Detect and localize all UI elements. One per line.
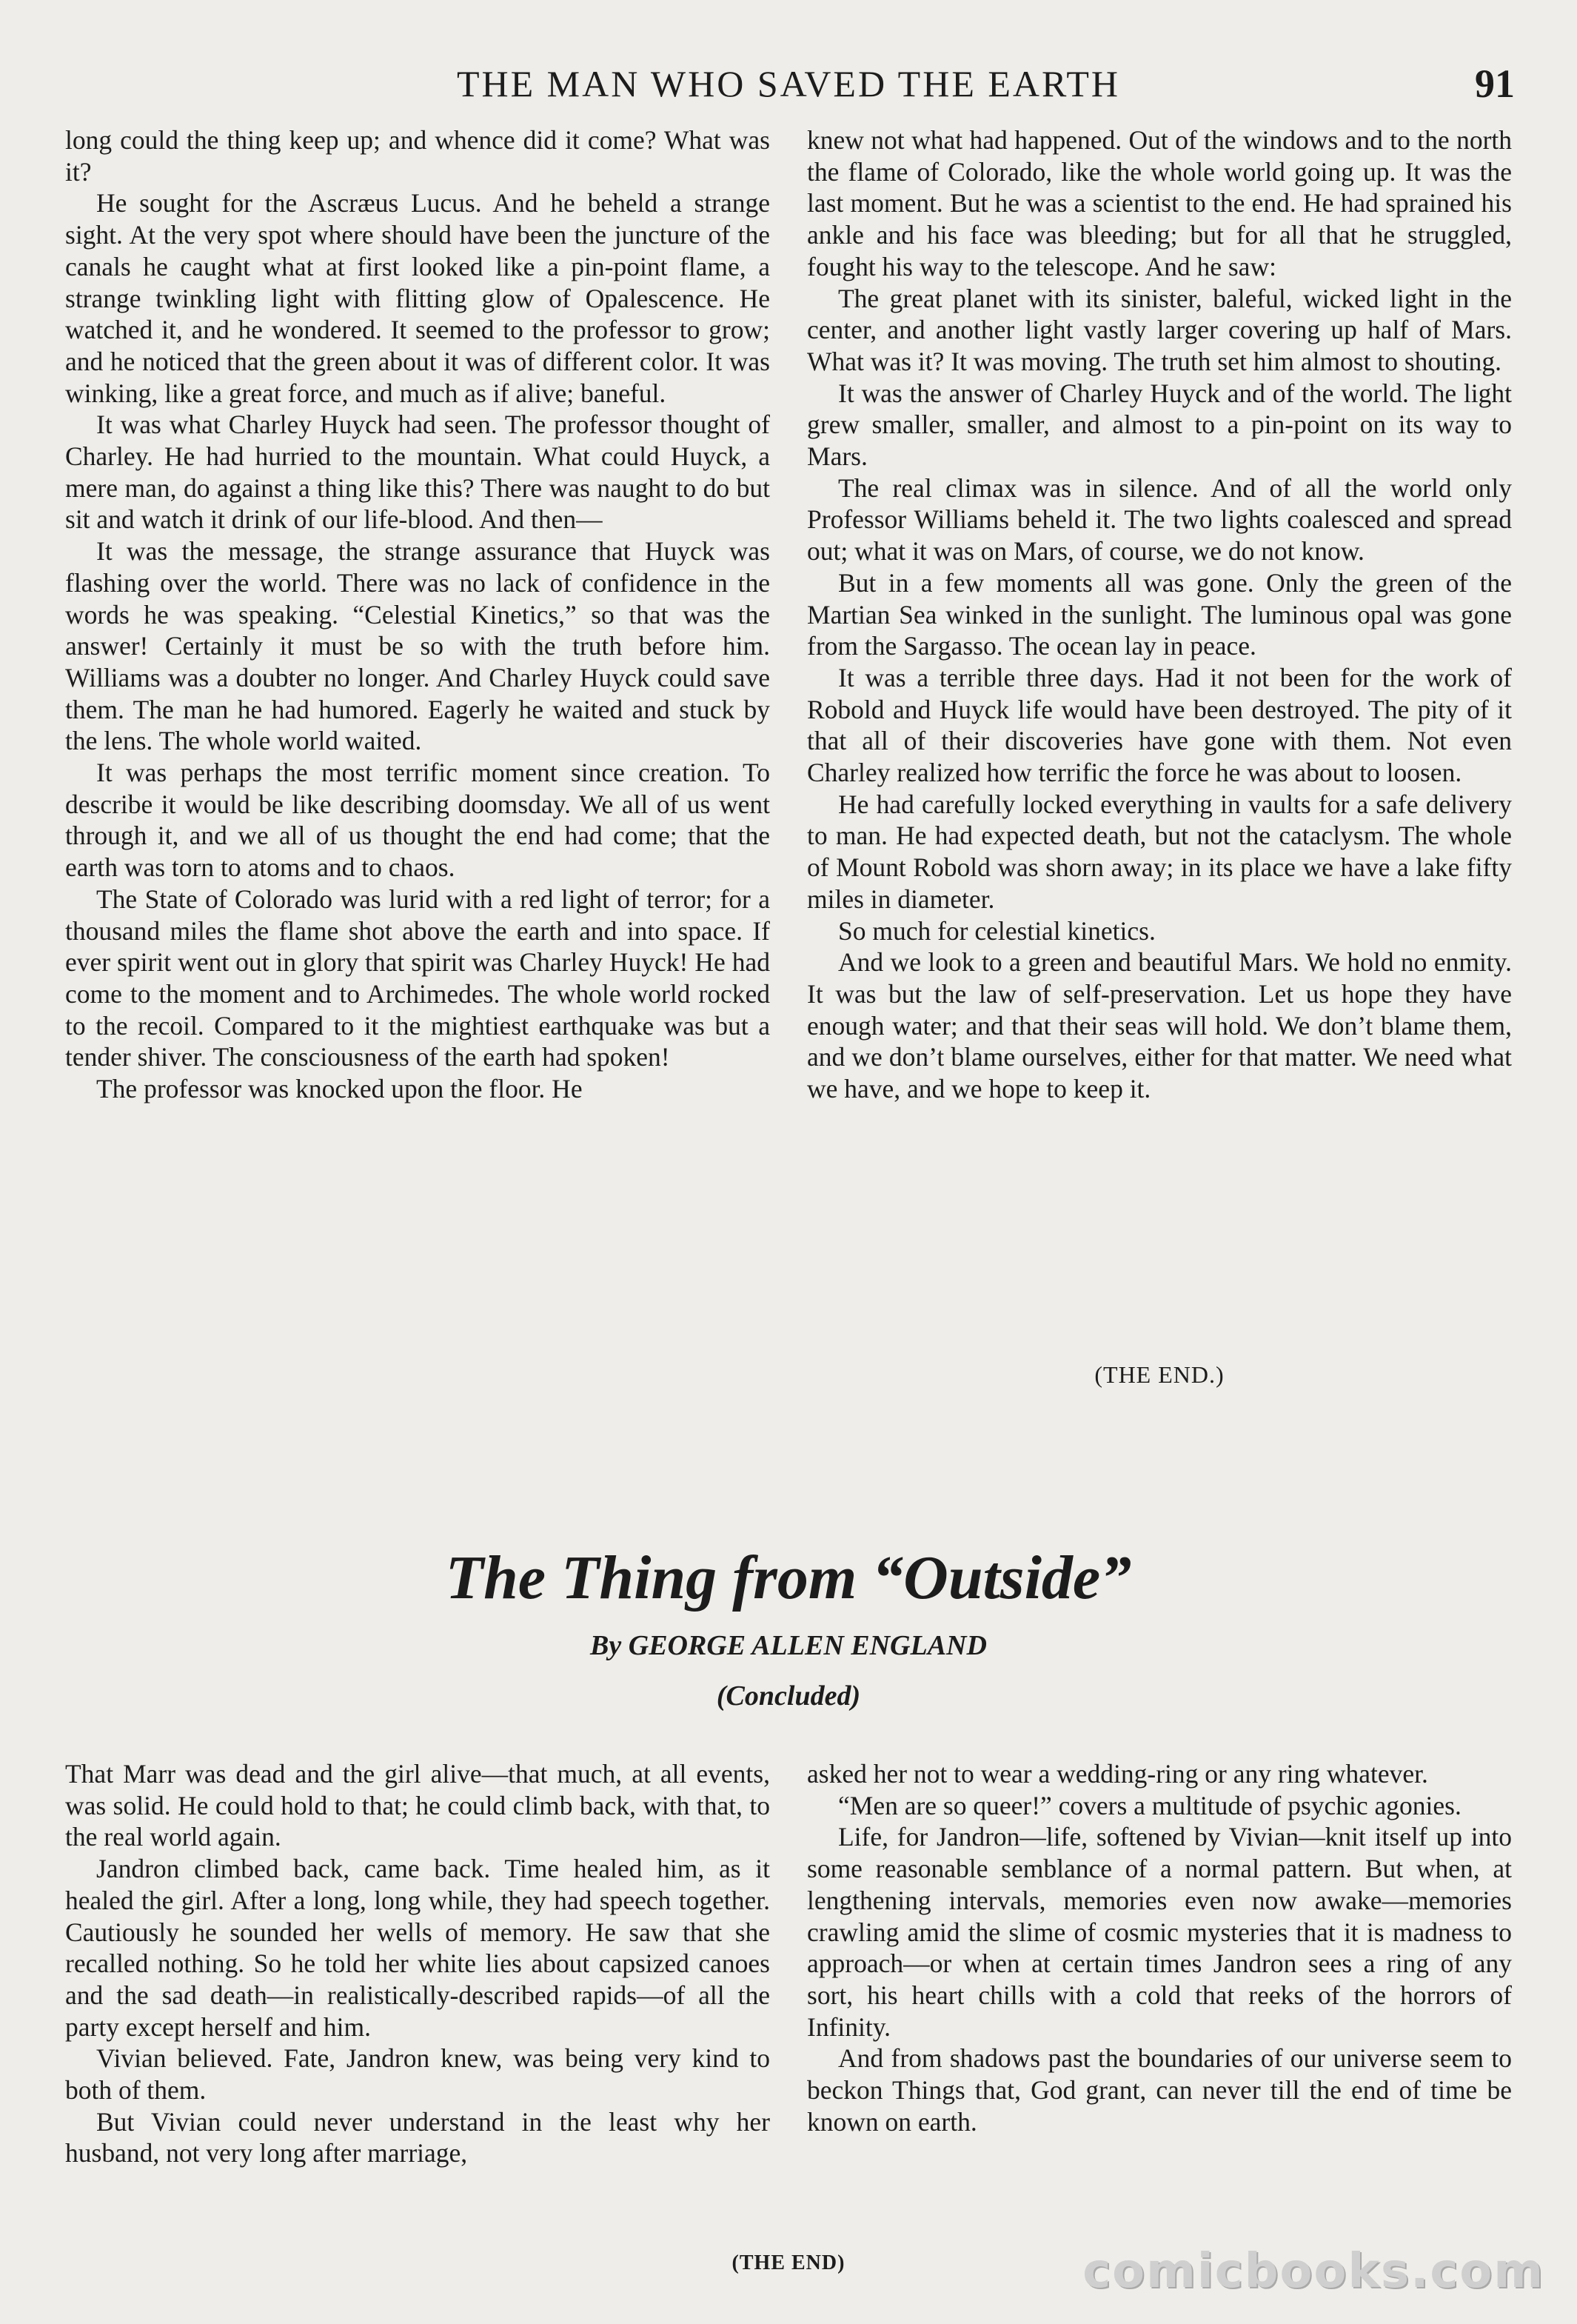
paragraph: The great planet with its sinister, baleful, wicked light in the center, and another light vastly larger covering up half of Mars. What was it? It was moving. The truth set him almost to shouting.: [807, 283, 1512, 376]
story1-column-left: [65, 124, 770, 1105]
site-watermark: comicbooks.com: [1082, 2244, 1544, 2299]
paragraph: That Marr was dead and the girl alive—that much, at all events, was solid. He could hold to that; he could climb back, with that, to the real world again.: [65, 1759, 770, 1852]
paragraph: But Vivian could never understand in the least why her husband, not very long after marriage,: [65, 2106, 770, 2168]
paragraph: asked her not to wear a wedding-ring or any ring whatever.: [807, 1759, 1428, 1789]
paragraph: It was the message, the strange assurance that Huyck was flashing over the world. There was no lack of confidence in the words he was speaking. “Celestial Kinetics,” so that was the answer! Certainly it must be so with the truth before him. Williams was a doubter no longer. And Charley Huyck could save them. The man he had humored. Eagerly he waited and stuck by the lens. The whole world waited.: [65, 536, 770, 756]
paragraph: “Men are so queer!” covers a multitude of psychic agonies.: [838, 1790, 1462, 1820]
page-number: 91: [1475, 61, 1515, 106]
story2-byline: By GEORGE ALLEN ENGLAND: [590, 1630, 987, 1661]
paragraph: And from shadows past the boundaries of our universe seem to beckon Things that, God grant, can never till the end of time be known on earth.: [807, 2043, 1512, 2137]
story1-column-right: [807, 124, 1512, 1105]
running-title: THE MAN WHO SAVED THE EARTH: [456, 63, 1121, 104]
paragraph: Vivian believed. Fate, Jandron knew, was being very kind to both of them.: [65, 2043, 770, 2106]
paragraph: Jandron climbed back, came back. Time healed him, as it healed the girl. After a long, long while, they had speech together. Cautiously he sounded her wells of memory. He saw that she recalled nothing. So he told her white lies about capsized canoes and the sad death—in realistically-described rapids—of all the party except herself and him.: [65, 1854, 770, 2042]
paragraph: The professor was knocked upon the floor. He: [96, 1074, 583, 1104]
paragraph: It was what Charley Huyck had seen. The professor thought of Charley. He had hurried to the mountain. What could Huyck, a mere man, do against a thing like this? There was naught to do but sit and watch it drink of our life-blood. And then—: [65, 410, 770, 535]
paragraph: He had carefully locked everything in vaults for a safe delivery to man. He had expected death, but not the cataclysm. The whole of Mount Robold was shorn away; in its place we have a lake fifty miles in diameter.: [807, 789, 1512, 914]
story2-column-right: [807, 1758, 1512, 2137]
paragraph: The State of Colorado was lurid with a red light of terror; for a thousand miles the flame shot above the earth and into space. If ever spirit went out in glory that spirit was Charley Huyck! He had come to the moment and to Archimedes. The whole world rocked to the recoil. Compared to it the mightiest earthquake was but a tender shiver. The consciousness of the earth had spoken!: [65, 884, 770, 1072]
running-head: [0, 58, 1577, 117]
paragraph: The real climax was in silence. And of all the world only Professor Williams beheld it. The two lights coalesced and spread out; what it was on Mars, of course, we do not know.: [807, 473, 1512, 567]
paragraph: It was perhaps the most terrific moment since creation. To describe it would be like describing doomsday. We all of us went through it, and we all of us thought the end had come; that the earth was torn to atoms and to chaos.: [65, 758, 770, 883]
story2-concluded-note: (Concluded): [716, 1680, 861, 1712]
story2-column-left: [65, 1758, 770, 2169]
paragraph: knew not what had happened. Out of the windows and to the north the flame of Colorado, like the whole world going up. It was the last moment. But he was a scientist to the end. He had sprained his ankle and his face was bleeding; but for all that he struggled, fought his way to the telescope. And he saw:: [807, 125, 1512, 281]
paragraph: Life, for Jandron—life, softened by Vivian—knit itself up into some reasonable semblance of a normal pattern. But when, at lengthening intervals, memories even now awake—memories crawling amid the slime of cosmic mysteries that it is madness to approach—or when at certain times Jandron sees a ring of any sort, his heart chills with a cold that reeks of the horrors of Infinity.: [807, 1822, 1512, 2042]
paragraph: long could the thing keep up; and whence did it come? What was it?: [65, 125, 770, 187]
paragraph: It was the answer of Charley Huyck and of the world. The light grew smaller, smaller, and almost to a pin-point on its way to Mars.: [807, 378, 1512, 472]
story2-title: The Thing from “Outside”: [445, 1543, 1132, 1612]
paragraph: He sought for the Ascræus Lucus. And he beheld a strange sight. At the very spot where should have been the juncture of the canals he caught what at first looked like a pin-point flame, a strange twinkling light with flitting glow of Opalescence. He watched it, and he wondered. It seemed to the professor to grow; and he noticed that the green about it was of different color. It was winking, like a great force, and much as if alive; baneful.: [65, 188, 770, 408]
paragraph: But in a few moments all was gone. Only the green of the Martian Sea winked in the sunlight. The luminous opal was gone from the Sargasso. The ocean lay in peace.: [807, 567, 1512, 661]
paragraph: It was a terrible three days. Had it not been for the work of Robold and Huyck life would have been destroyed. The pity of it that all of their discoveries have gone with them. Not even Charley realized how terrific the force he was about to loosen.: [807, 662, 1512, 788]
paragraph: And we look to a green and beautiful Mars. We hold no enmity. It was but the law of self-preservation. Let us hope they have enough water; and that their seas will hold. We don’t blame them, and we don’t blame ourselves, either for that matter. We need what we have, and we hope to keep it.: [807, 947, 1512, 1104]
story1-end-mark: (THE END.): [1094, 1361, 1225, 1388]
paragraph: So much for celestial kinetics.: [838, 915, 1156, 946]
story2-end-mark: (THE END): [731, 2251, 846, 2274]
